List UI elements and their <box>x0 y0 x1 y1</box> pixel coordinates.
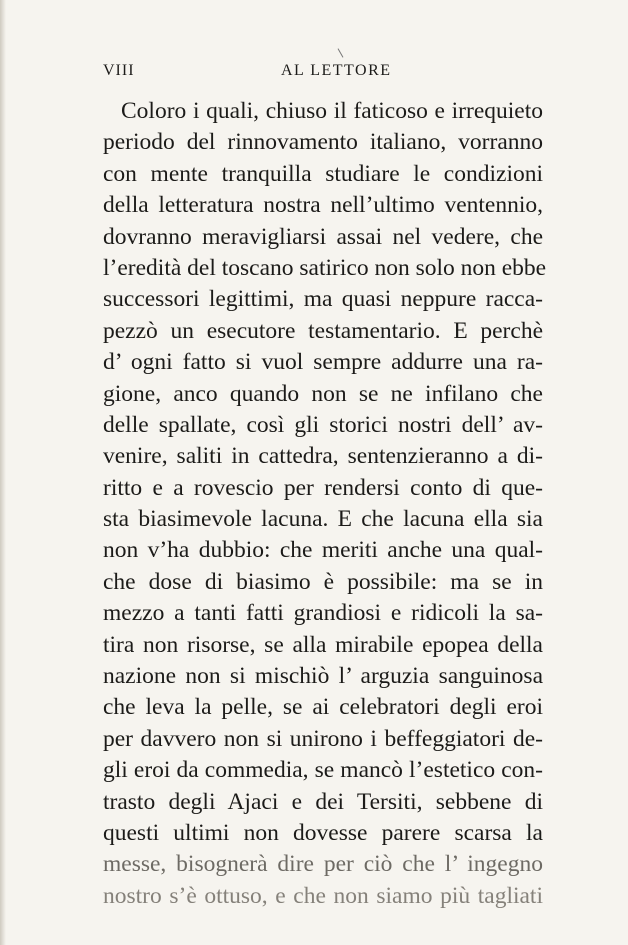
text-line: tira non risorse, se alla mirabile epopea della <box>103 631 543 658</box>
text-line: mezzo a tanti fatti grandiosi e ridicoli la sa- <box>103 600 543 627</box>
running-head: AL LETTORE <box>281 62 392 79</box>
ink-speck <box>338 48 344 57</box>
text-line: non v’ha dubbio: che meriti anche una qual- <box>103 537 543 564</box>
text-line: Coloro i quali, chiuso il faticoso e irrequieto <box>121 98 543 124</box>
text-line: gione, anco quando non se ne infilano che <box>103 380 543 407</box>
text-line: messe, bisognerà dire per ciò che l’ ingegno <box>103 851 543 878</box>
text-line: trasto degli Ajaci e dei Tersiti, sebbene di <box>103 788 543 815</box>
text-line: dovranno meravigliarsi assai nel vedere, che <box>103 223 543 250</box>
text-line: l’eredità del toscano satirico non solo non ebbe <box>103 254 547 281</box>
page-gutter-shadow <box>0 0 6 945</box>
text-line: che leva la pelle, se ai celebratori degli eroi <box>103 694 543 721</box>
page-header <box>103 62 543 86</box>
text-line: successori legittimi, ma quasi neppure racca- <box>103 286 543 313</box>
text-line: nostro s’è ottuso, e che non siamo più tagliati <box>103 882 543 909</box>
text-line: per davvero non si unirono i beffeggiatori de- <box>103 725 543 752</box>
text-line: con mente tranquilla studiare le condizioni <box>103 160 543 187</box>
text-line: pezzò un esecutore testamentario. E perchè <box>103 317 543 344</box>
text-line: ritto e a rovescio per rendersi conto di que- <box>103 474 543 501</box>
text-line: sta biasimevole lacuna. E che lacuna ella sia <box>103 506 543 533</box>
text-line: questi ultimi non dovesse parere scarsa la <box>103 819 543 846</box>
text-line: che dose di biasimo è possibile: ma se in <box>103 568 543 595</box>
text-line: gli eroi da commedia, se mancò l’estetico con- <box>103 757 543 784</box>
text-line: nazione non si mischiò l’ arguzia sanguinosa <box>103 663 543 690</box>
text-line: della letteratura nostra nell’ultimo ventennio, <box>103 192 543 219</box>
text-line: periodo del rinnovamento italiano, vorranno <box>103 129 543 156</box>
text-line: delle spallate, così gli storici nostri dell’ av- <box>103 411 543 438</box>
text-line: venire, saliti in cattedra, sentenzieranno a di- <box>103 443 543 470</box>
body-text <box>103 96 547 912</box>
page-number: VIII <box>103 62 135 79</box>
text-line: d’ ogni fatto si vuol sempre addurre una ra- <box>103 349 543 376</box>
